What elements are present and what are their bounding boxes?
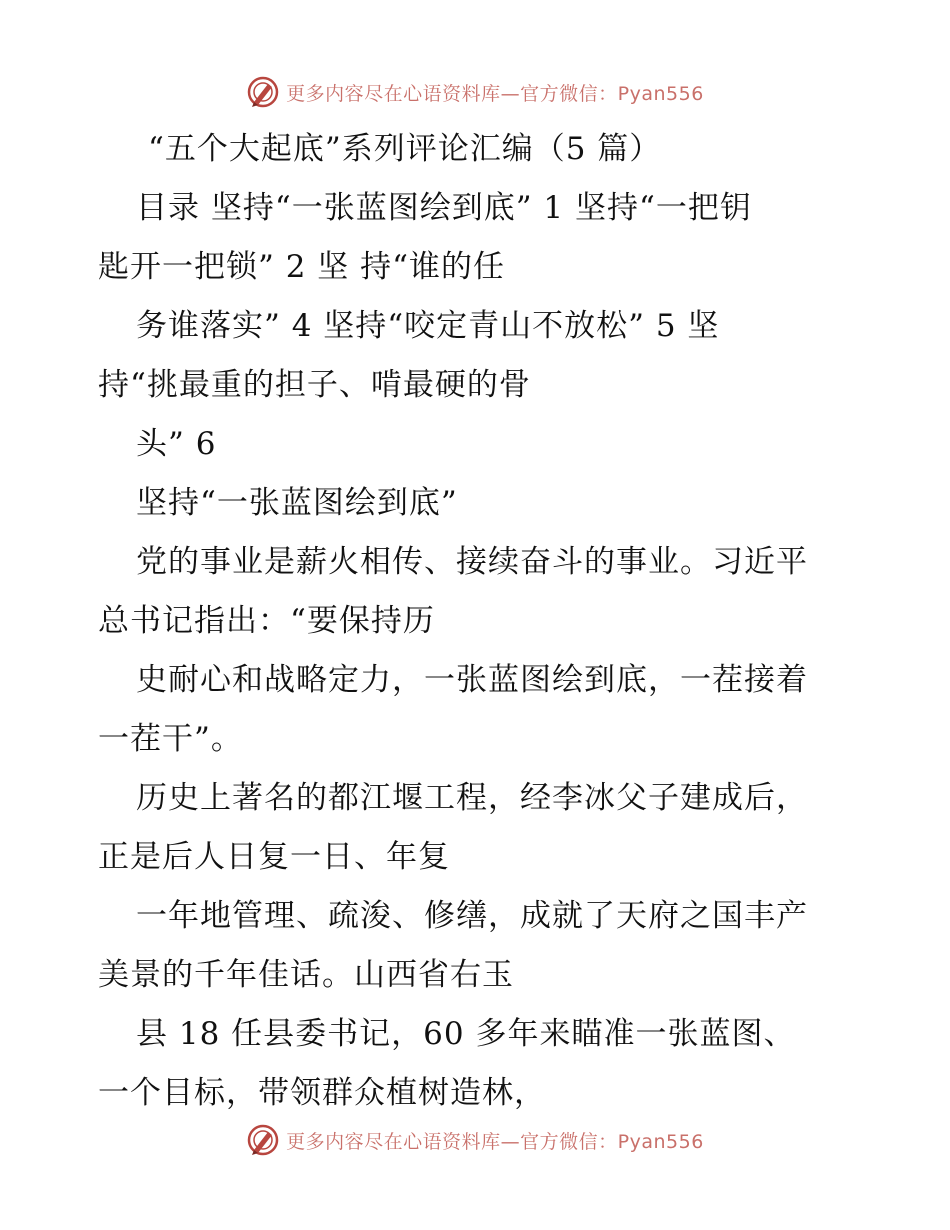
paragraph-line: 一个目标，带领群众植树造林，	[98, 1075, 546, 1111]
toc-line: 持“挑最重的担子、啃最硬的骨	[98, 367, 531, 403]
header-banner	[0, 72, 950, 112]
toc-line: 务谁落实” 4 坚持“咬定青山不放松” 5 坚	[136, 308, 720, 344]
header-banner-text: 更多内容尽在心语资料库—官方微信：Pyan556	[286, 82, 704, 105]
paragraph-line: 党的事业是薪火相传、接续奋斗的事业。习近平	[136, 544, 808, 580]
toc-line: 头” 6	[136, 426, 217, 462]
toc-line: 匙开一把锁” 2 坚 持“谁的任	[98, 249, 505, 285]
document-body	[98, 120, 858, 1123]
pen-logo-icon	[246, 75, 280, 109]
section-heading: 坚持“一张蓝图绘到底”	[136, 485, 458, 521]
document-title: “五个大起底”系列评论汇编（5 篇）	[148, 131, 662, 167]
paragraph-line: 历史上著名的都江堰工程，经李冰父子建成后，	[136, 780, 808, 816]
paragraph-line: 美景的千年佳话。山西省右玉	[98, 957, 514, 993]
paragraph-line: 一茬干”。	[98, 721, 243, 757]
paragraph-line: 史耐心和战略定力，一张蓝图绘到底，一茬接着	[136, 662, 808, 698]
paragraph-line: 县 18 任县委书记，60 多年来瞄准一张蓝图、	[136, 1016, 796, 1052]
paragraph-line: 一年地管理、疏浚、修缮，成就了天府之国丰产	[136, 898, 808, 934]
footer-banner	[0, 1120, 950, 1160]
pen-logo-icon	[246, 1123, 280, 1157]
footer-banner-text: 更多内容尽在心语资料库—官方微信：Pyan556	[286, 1130, 704, 1153]
toc-line: 目录 坚持“一张蓝图绘到底” 1 坚持“一把钥	[136, 190, 752, 226]
paragraph-line: 总书记指出：“要保持历	[98, 603, 435, 639]
paragraph-line: 正是后人日复一日、年复	[98, 839, 450, 875]
